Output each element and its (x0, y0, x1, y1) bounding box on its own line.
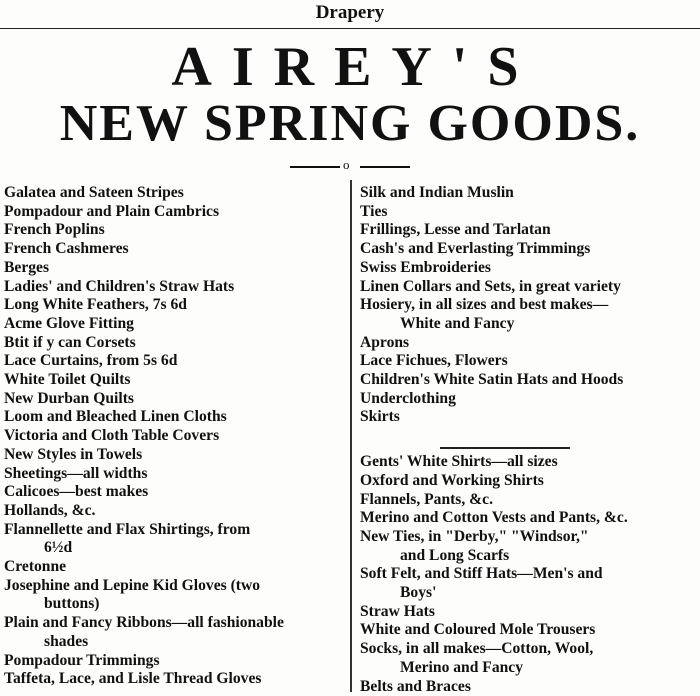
list-item-text: Swiss Embroideries (360, 258, 491, 276)
list-item-text: Hosiery, in all sizes and best makes— (360, 296, 609, 314)
list-item-text: Loom and Bleached Linen Cloths (4, 408, 227, 426)
list-item-text: Linen Collars and Sets, in great variety (360, 277, 621, 295)
list-item (4, 184, 346, 203)
list-item-text: Josephine and Lepine Kid Gloves (two (4, 576, 261, 594)
list-item-text: Cash's and Everlasting Trimmings (360, 240, 591, 258)
list-item (4, 296, 346, 315)
list-item (360, 453, 698, 472)
list-item (360, 640, 698, 677)
list-item (360, 491, 698, 510)
list-item-text: Frillings, Lesse and Tarlatan (360, 221, 551, 239)
list-item (360, 259, 698, 278)
ornament-line-left (290, 166, 340, 168)
list-item (4, 521, 346, 558)
list-item-continuation: shades (44, 632, 89, 650)
list-item (360, 621, 698, 640)
list-item (360, 221, 698, 240)
list-item (4, 390, 346, 409)
list-item-text: New Durban Quilts (4, 389, 134, 407)
list-item-text: Btit if y can Corsets (4, 333, 136, 351)
list-item (360, 296, 698, 333)
list-item (360, 678, 698, 696)
list-item (4, 408, 346, 427)
list-item (4, 259, 346, 278)
section-header: Drapery (0, 0, 700, 29)
list-item (360, 408, 698, 427)
list-item-text: Merino and Cotton Vests and Pants, &c. (360, 509, 628, 527)
list-item (4, 221, 346, 240)
list-item-text: Socks, in all makes—Cotton, Wool, (360, 640, 594, 658)
ornament-line-right (360, 166, 410, 168)
list-item-continuation: and Long Scarfs (400, 546, 510, 564)
list-item-text: Taffeta, Lace, and Lisle Thread Gloves (4, 670, 262, 688)
list-item (4, 278, 346, 297)
list-item (4, 577, 346, 614)
list-item-text: Flannels, Pants, &c. (360, 490, 493, 508)
list-item-text: Ties (360, 202, 388, 220)
list-item-text: Calicoes—best makes (4, 483, 149, 501)
list-item (360, 352, 698, 371)
column-divider (350, 180, 352, 692)
list-item-text: Flannellette and Flax Shirtings, from (4, 520, 251, 538)
list-item-continuation: buttons) (44, 595, 100, 613)
list-item (4, 446, 346, 465)
list-item (360, 240, 698, 259)
list-item-text: Gents' White Shirts—all sizes (360, 453, 558, 471)
section-separator (360, 445, 698, 453)
list-item-text: Acme Glove Fitting (4, 314, 134, 332)
list-item-text: Lace Fichues, Flowers (360, 352, 508, 370)
list-item (4, 315, 346, 334)
list-item (360, 472, 698, 491)
list-item-text: French Cashmeres (4, 240, 129, 258)
list-item-text: Soft Felt, and Stiff Hats—Men's and (360, 565, 603, 583)
list-item (360, 603, 698, 622)
list-item (360, 509, 698, 528)
list-item-text: Belts and Braces (360, 677, 471, 695)
list-item (4, 483, 346, 502)
list-item-text: White and Coloured Mole Trousers (360, 621, 596, 639)
list-item-text: New Ties, in "Derby," "Windsor," (360, 527, 589, 545)
ornament-rule (290, 159, 410, 175)
list-item (360, 528, 698, 565)
list-item (4, 203, 346, 222)
list-item (360, 565, 698, 602)
list-item (360, 334, 698, 353)
list-item-text: Straw Hats (360, 602, 435, 620)
list-item (4, 670, 346, 689)
list-item (4, 371, 346, 390)
list-item-text: Pompadour and Plain Cambrics (4, 202, 220, 220)
right-column-list (360, 184, 698, 696)
list-item (4, 427, 346, 446)
right-list-ladies (360, 184, 698, 427)
left-column-list (4, 184, 346, 689)
list-item-continuation: 6½d (44, 539, 73, 557)
list-item (4, 652, 346, 671)
list-item-text: Pompadour Trimmings (4, 651, 160, 669)
list-item (4, 502, 346, 521)
list-item-text: Underclothing (360, 389, 456, 407)
list-item (4, 465, 346, 484)
list-item-text: Victoria and Cloth Table Covers (4, 427, 220, 445)
list-item (4, 352, 346, 371)
list-item-text: Plain and Fancy Ribbons—all fashionable (4, 614, 284, 632)
advert-title-name: AIREY'S (171, 36, 539, 98)
list-item (360, 184, 698, 203)
list-item-continuation: Boys' (400, 584, 437, 602)
list-item (360, 390, 698, 409)
list-item-text: Hollands, &c. (4, 501, 96, 519)
list-item-text: French Poplins (4, 221, 105, 239)
list-item-text: Cretonne (4, 558, 67, 576)
list-item-text: Lace Curtains, from 5s 6d (4, 352, 178, 370)
section-gap (360, 427, 698, 445)
advert-title-subtitle: NEW SPRING GOODS. (59, 95, 641, 152)
list-item (4, 614, 346, 651)
list-item-text: White Toilet Quilts (4, 371, 131, 389)
list-item (360, 203, 698, 222)
list-item-continuation: White and Fancy (400, 314, 515, 332)
list-item-text: Ladies' and Children's Straw Hats (4, 277, 235, 295)
list-item-text: New Styles in Towels (4, 445, 143, 463)
list-item-text: Galatea and Sateen Stripes (4, 184, 184, 201)
list-item-text: Berges (4, 258, 50, 276)
list-item (4, 334, 346, 353)
list-item-text: Aprons (360, 333, 410, 351)
list-item-text: Long White Feathers, 7s 6d (4, 296, 187, 314)
right-list-gents (360, 453, 698, 696)
list-item-text: Skirts (360, 408, 400, 426)
list-item-text: Children's White Satin Hats and Hoods (360, 371, 624, 389)
list-item-text: Oxford and Working Shirts (360, 471, 544, 489)
list-item (4, 558, 346, 577)
list-item-continuation: Merino and Fancy (400, 658, 524, 676)
list-item-text: Silk and Indian Muslin (360, 184, 514, 201)
list-item (360, 278, 698, 297)
ornament-mark: o (343, 157, 350, 172)
list-item (360, 371, 698, 390)
list-item (4, 240, 346, 259)
list-item-text: Sheetings—all widths (4, 464, 148, 482)
